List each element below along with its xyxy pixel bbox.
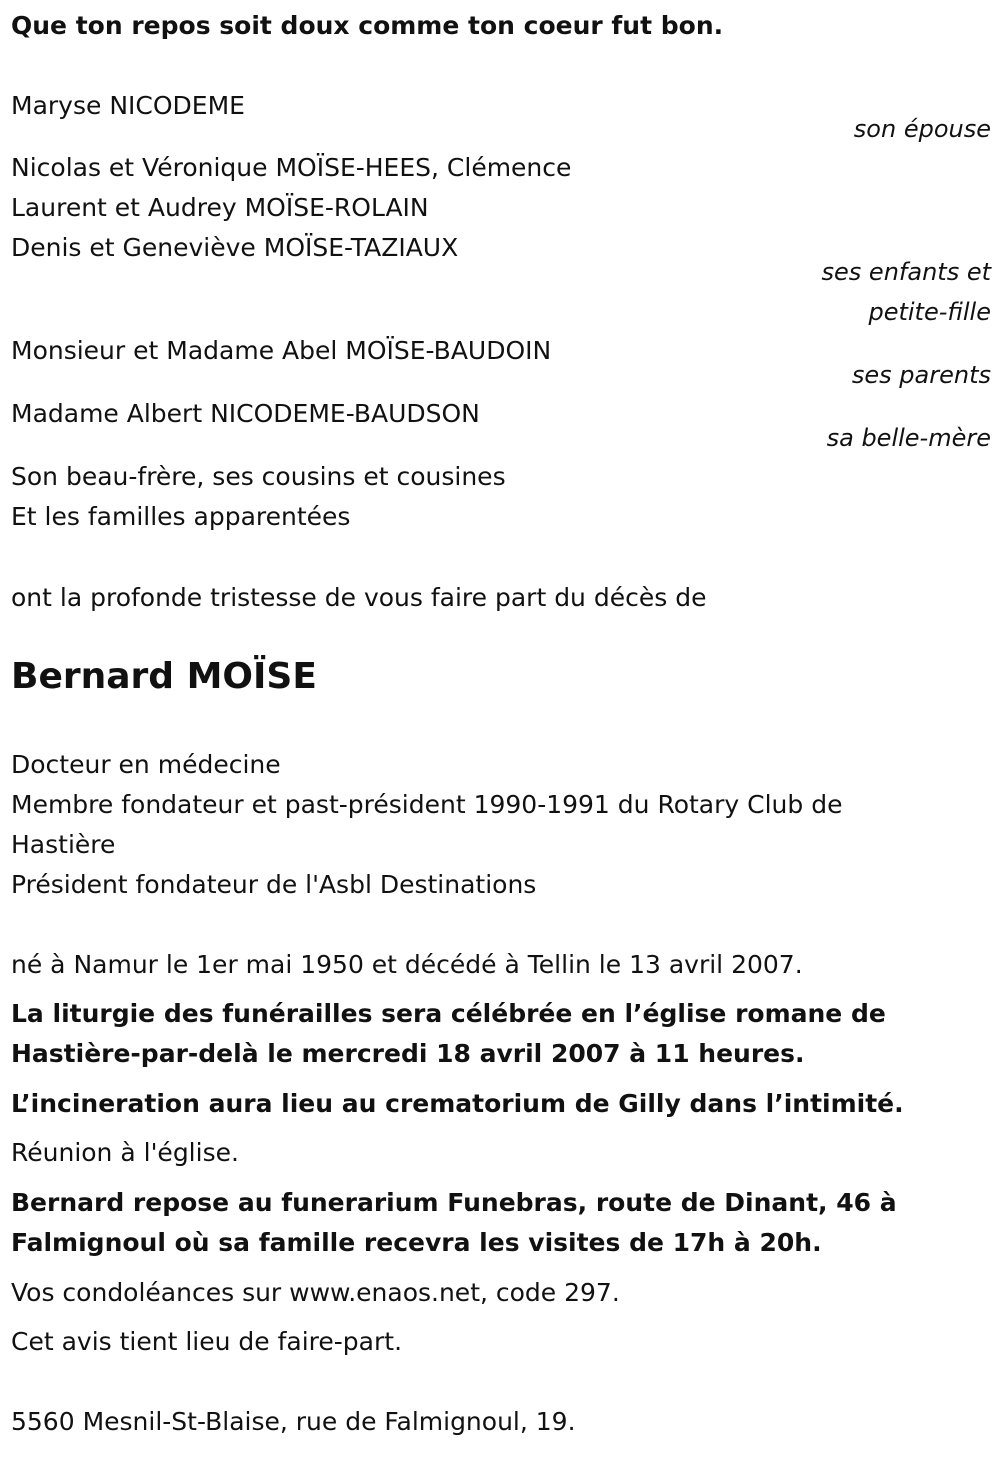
child-line: Nicolas et Véronique MOÏSE-HEES, Clémence [11,153,572,182]
notice: Cet avis tient lieu de faire-part. [11,1327,403,1356]
parents-relation: ses parents [851,361,991,389]
children-relation-continued: petite-fille [868,298,991,326]
deceased-title: Hastière [11,830,116,859]
obituary-notice [11,0,991,1458]
child-line: Laurent et Audrey MOÏSE-ROLAIN [11,193,429,222]
other-family-line: Son beau-frère, ses cousins et cousines [11,462,506,491]
spouse-relation: son épouse [853,115,991,143]
reunion: Réunion à l'église. [11,1138,239,1167]
mother-in-law-name: Madame Albert NICODEME-BAUDSON [11,399,480,428]
incineration: L’incineration aura lieu au crematorium de Gilly dans l’intimité. [11,1089,904,1118]
mother-in-law-relation: sa belle-mère [826,424,991,452]
liturgy-line: Hastière-par-delà le mercredi 18 avril 2007 à 11 heures. [11,1039,805,1068]
funerarium-line: Bernard repose au funerarium Funebras, route de Dinant, 46 à [11,1188,897,1217]
deceased-title: Président fondateur de l'Asbl Destinations [11,870,537,899]
other-family-line: Et les familles apparentées [11,502,351,531]
deceased-title: Membre fondateur et past-président 1990-1991 du Rotary Club de [11,790,843,819]
birth-death: né à Namur le 1er mai 1950 et décédé à Tellin le 13 avril 2007. [11,950,803,979]
address: 5560 Mesnil-St-Blaise, rue de Falmignoul, 19. [11,1407,576,1436]
epitaph: Que ton repos soit doux comme ton coeur fut bon. [11,11,724,40]
funerarium-line: Falmignoul où sa famille recevra les visites de 17h à 20h. [11,1228,822,1257]
child-line: Denis et Geneviève MOÏSE-TAZIAUX [11,233,459,262]
announcement: ont la profonde tristesse de vous faire part du décès de [11,583,707,612]
parents-name: Monsieur et Madame Abel MOÏSE-BAUDOIN [11,336,552,365]
deceased-title: Docteur en médecine [11,750,281,779]
spouse-name: Maryse NICODEME [11,91,245,120]
liturgy-line: La liturgie des funérailles sera célébrée en l’église romane de [11,999,886,1028]
condolences: Vos condoléances sur www.enaos.net, code 297. [11,1278,620,1307]
children-relation: ses enfants et [821,258,991,286]
deceased-name: Bernard MOÏSE [11,656,317,697]
